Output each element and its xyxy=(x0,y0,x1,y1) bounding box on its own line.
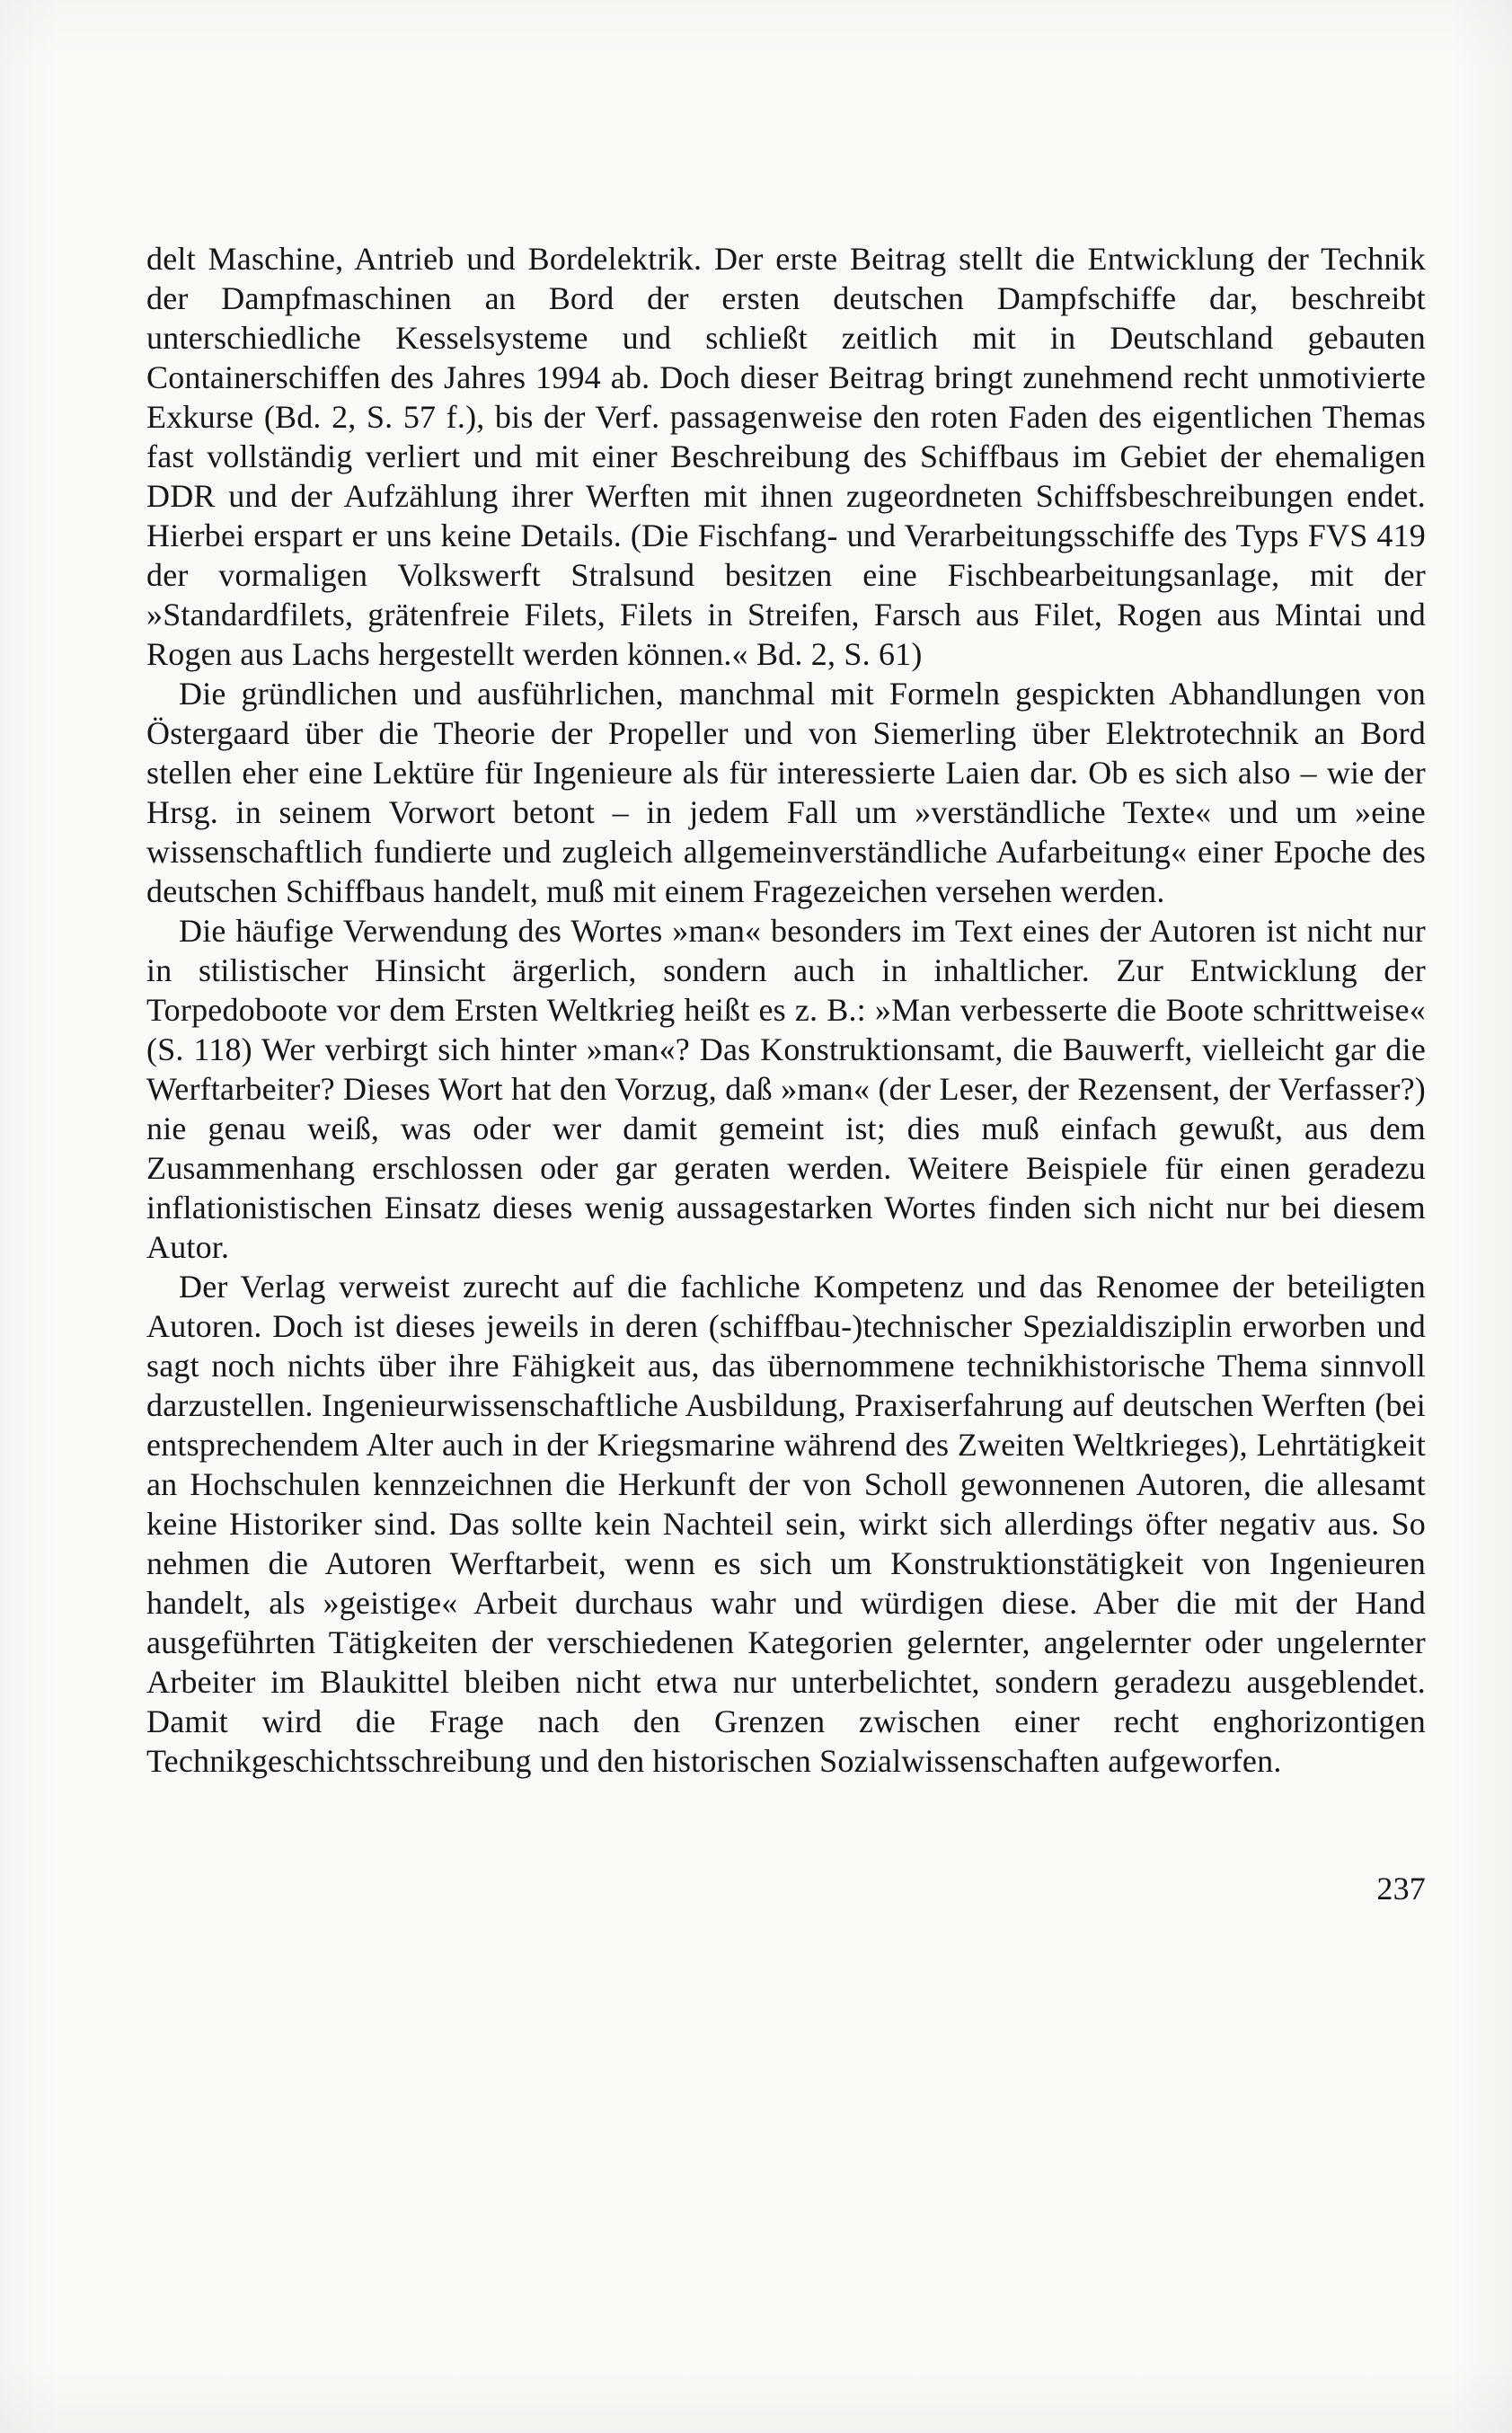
paragraph: delt Maschine, Antrieb und Bordelektrik. Der erste Beitrag stellt die Entwicklung der Technik der Dampfmaschinen an Bord der ersten deutschen Dampfschiffe dar, beschreibt unterschiedliche Kesselsysteme und schließt zeitlich mit in Deutschland gebauten Containerschiffen des Jahres 1994 ab. Doch dieser Beitrag bringt zunehmend recht unmotivierte Exkurse (Bd. 2, S. 57 f.), bis der Verf. passagenweise den roten Faden des eigentlichen Themas fast vollständig verliert und mit einer Beschreibung des Schiffbaus im Gebiet der ehemaligen DDR und der Aufzählung ihrer Werften mit ihnen zugeordneten Schiffsbeschreibungen endet. Hierbei erspart er uns keine Details. (Die Fischfang- und Verarbeitungsschiffe des Typs FVS 419 der vormaligen Volkswerft Stralsund besitzen eine Fischbearbeitungsanlage, mit der »Standardfilets, grätenfreie Filets, Filets in Streifen, Farsch aus Filet, Rogen aus Mintai und Rogen aus Lachs hergestellt werden können.« Bd. 2, S. 61) xyxy=(146,241,1426,672)
page-text-block xyxy=(146,239,1426,1908)
paragraph: Die häufige Verwendung des Wortes »man« besonders im Text eines der Autoren ist nicht nur in stilistischer Hinsicht ärgerlich, sondern auch in inhaltlicher. Zur Entwicklung der Torpedoboote vor dem Ersten Weltkrieg heißt es z. B.: »Man verbesserte die Boote schrittweise« (S. 118) Wer verbirgt sich hinter »man«? Das Konstruktionsamt, die Bauwerft, vielleicht gar die Werftarbeiter? Dieses Wort hat den Vorzug, daß »man« (der Leser, der Rezensent, der Verfasser?) nie genau weiß, was oder wer damit gemeint ist; dies muß einfach gewußt, aus dem Zusammenhang erschlossen oder gar geraten werden. Weitere Beispiele für einen geradezu inflationistischen Einsatz dieses wenig aussagestarken Wortes finden sich nicht nur bei diesem Autor. xyxy=(146,913,1426,1265)
paragraph: Der Verlag verweist zurecht auf die fachliche Kompetenz und das Renomee der beteiligten Autoren. Doch ist dieses jeweils in deren (schiffbau-)technischer Spezialdisziplin erworben und sagt noch nichts über ihre Fähigkeit aus, das übernommene technikhistorische Thema sinnvoll darzustellen. Ingenieurwissenschaftliche Ausbildung, Praxiserfahrung auf deutschen Werften (bei entsprechendem Alter auch in der Kriegsmarine während des Zweiten Weltkrieges), Lehrtätigkeit an Hochschulen kennzeichnen die Herkunft der von Scholl gewonnenen Autoren, die allesamt keine Historiker sind. Das sollte kein Nachteil sein, wirkt sich allerdings öfter negativ aus. So nehmen die Autoren Werftarbeit, wenn es sich um Konstruktionstätigkeit von Ingenieuren handelt, als »geistige« Arbeit durchaus wahr und würdigen diese. Aber die mit der Hand ausgeführten Tätigkeiten der verschiedenen Kategorien gelernter, angelernter oder ungelernter Arbeiter im Blaukittel bleiben nicht etwa nur unterbelichtet, sondern geradezu ausgeblendet. Damit wird die Frage nach den Grenzen zwischen einer recht enghorizontigen Technikgeschichtsschreibung und den historischen Sozialwissenschaften aufgeworfen. xyxy=(146,1269,1426,1779)
paragraph: Die gründlichen und ausführlichen, manchmal mit Formeln gespickten Abhandlungen von Östergaard über die Theorie der Propeller und von Siemerling über Elektrotechnik an Bord stellen eher eine Lektüre für Ingenieure als für interessierte Laien dar. Ob es sich also – wie der Hrsg. in seinem Vorwort betont – in jedem Fall um »verständliche Texte« und um »eine wissenschaftlich fundierte und zugleich allgemeinverständliche Aufarbeitung« einer Epoche des deutschen Schiffbaus handelt, muß mit einem Fragezeichen versehen werden. xyxy=(146,676,1426,909)
page-number: 237 xyxy=(1376,1871,1426,1907)
